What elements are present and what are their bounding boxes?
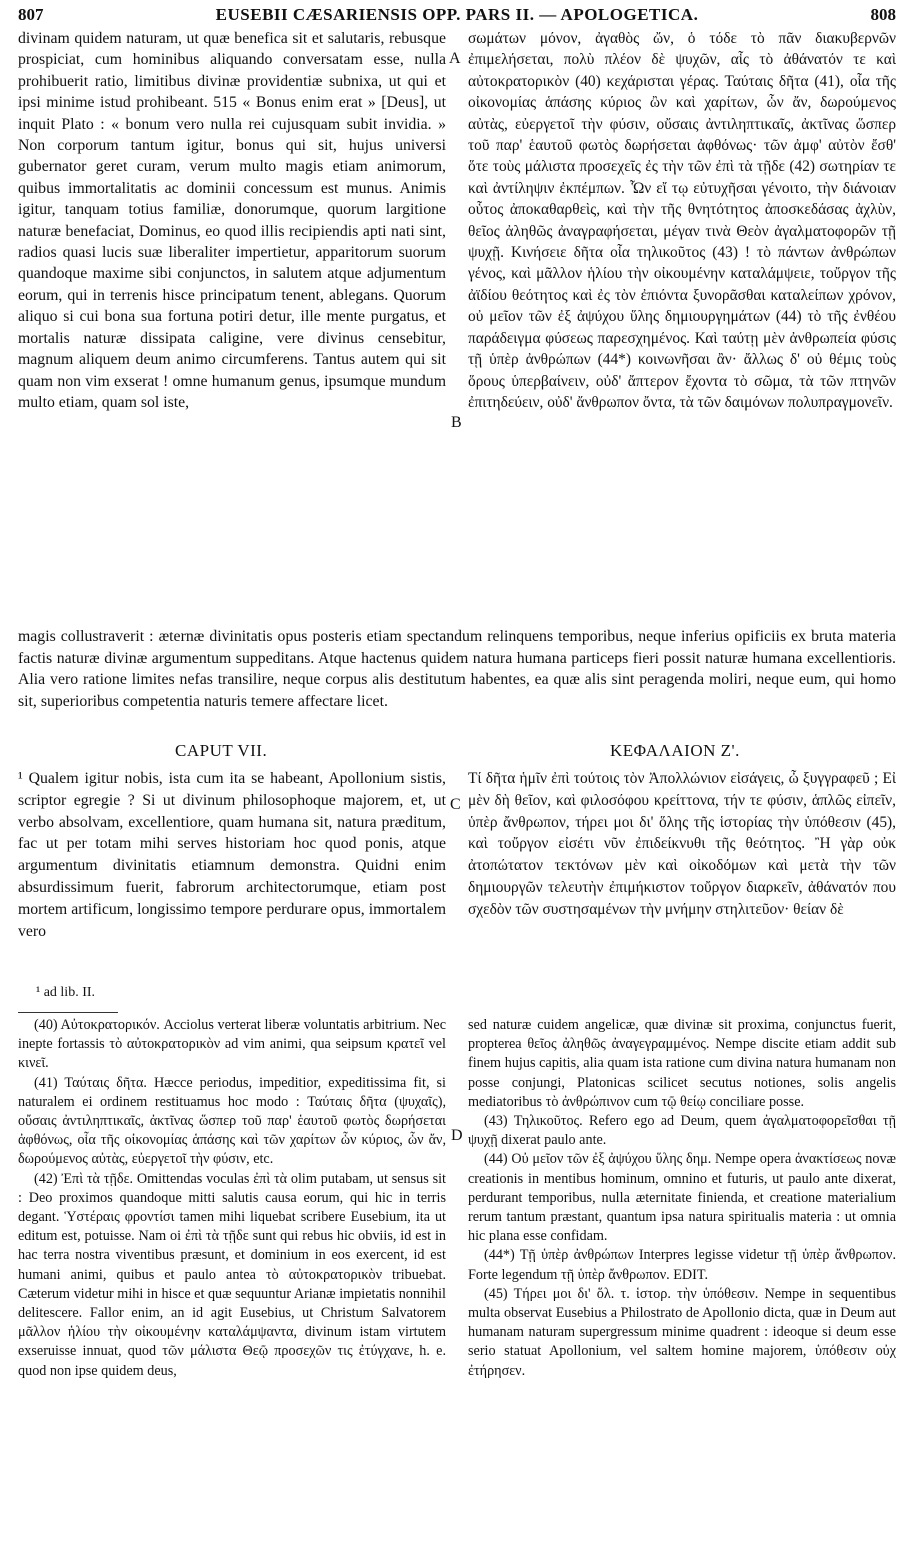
latin-full-paragraph: magis collustraverit : æternæ divinitatis opus posteris etiam spectandum relinquens temporibus, neque inferius opificiis ex bruta materia factis naturæ divinæ argumentum suppeditans. Atque hactenus quidem natura humana particeps fieri possit naturæ humana excellentioris. Alia vero ratione limites nefas transilire, neque corpus alis destitutum habentes, ea quæ alis sint peragenda moliri, neque eum, qui homo sit, superioribus competentia naturis temere affectare licet. [18,628,896,710]
latin-full-width [18,626,896,712]
running-title: EUSEBII CÆSARIENSIS OPP. PARS II. — APOLOGETICA. [215,5,699,24]
latin-column-top [18,28,446,413]
greek-column-chapter [468,768,896,921]
latin-column-chapter [18,768,446,942]
note-41: (41) Ταύταις δῆτα. Hæcce periodus, impeditior, expeditissima fit, si naturalem ei ordinem restituamus hoc modo : Ταύταις δῆτα (ψυχαῖς), οὔσαις ἀντιληπτικαῖς, ἀκτῖνας ὥσπερ τοῦ παρ' ἑαυτοῦ φωτὸς δωρήσεται ἀφθόνως, οἷα τῆς οἰκονομίας ἁπάσης καὶ τῶν χαρίτων ὧν κύριος, ὧν ἄν, δωρούμενος αὐτὰς, εὐεργετοῖ τὴν φύσιν, etc. [18,1074,446,1168]
greek-chapter-paragraph: Τί δῆτα ἡμῖν ἐπὶ τούτοις τὸν Ἀπολλώνιον εἰσάγεις, ὦ ξυγγραφεῦ ; Εἰ μὲν δὴ θεῖον, καὶ φιλοσόφου κρείττονα, τήν τε φύσιν, ἁπλῶς εἰπεῖν, ὑπὲρ ἄνθρωπον, τήρει μοι δι' ὅλης τῆς ἱστορίας τὴν ὑπόθεσιν (45), καὶ τοὔργον εἰσέτι νῦν ἐπιδείκνυθι τῆς θεότητος. Ἢ γὰρ οὐκ ἀτοπώτατον τεκτόνων μὲν καὶ οἰκοδόμων καὶ μετὰ τὴν τῶν δημιουργῶν τελευτὴν ἐπιμήκιστον τοὔργον διαρκεῖν, ἀθάνατόν που σχεδὸν τῶν συστησαμένων τὴν μνήμην στηλιτεῦον· θείαν δὲ [468,770,896,918]
note-42: (42) Ἐπὶ τὰ τῇδε. Omittendas voculas ἐπὶ τὰ olim putabam, ut sensus sit : Deo proximos quandoque mitti salutis causa eorum, qui hic in terris degant. Ὑστέραις φροντίσι tamen mihi liquebat scribere Eusebium, ita ut editum est, potuisse. Nam oi ἐπὶ τὰ τῇδε sunt qui rebus hic obviis, id est in hac terra nostra viventibus præsunt, et dominium in eos exercent, id est humani animi, quibus et paulo antea τὸ αὐτοκρατορικὸν tribuebat. Cæterum videtur mihi in hisce et quæ sequuntur Arianæ impietatis nonnihil delitescere. Fallor enim, an id agit Eusebius, ut Christum Salvatorem μᾶλλον ἡλίου τὴν οἰκουμένην καταλάμψαντα, divinum istam virtutem exseruisse innuat, quod τῶν μάλιστα Θεῷ προσεχῶν τις ἐτύγχανε, h. e. quod non ipse quidem deus, [18,1170,446,1379]
greek-column-top [468,28,896,413]
margin-letter-b: B [451,414,462,431]
note-40: (40) Αὐτοκρατορικόν. Acciolus verterat liberæ voluntatis arbitrium. Nec inepte fortassis τὸ αὐτοκρατορικὸν ad vim animi, qua seipsum κρατεῖ vel κινεῖ. [18,1017,446,1072]
chapter-heading-latin: CAPUT VII. [175,741,268,760]
note-45: (45) Τήρει μοι δι' ὅλ. τ. ἱστορ. τὴν ὑπόθεσιν. Nempe in sequentibus multa observat Eusebius a Philostrato de Apollonio dicta, quæ in Deum aut humanam naturam supergressum minime quadrent : ideoque si deum esse serio statuat Apollonium, vel saltem homine majorem, ὑπόθεσιν οὐχ ἐτήρησεν. [468,1285,896,1379]
note-42-continued: sed naturæ cuidem angelicæ, quæ divinæ sit proxima, conjunctus fuerit, propterea θεῖος ἀληθῶς ἀναγεγραμμένος. Nempe discite etiam addit sub finem hujus capitis, alia quam ista ratione cum divina natura humanam non posse conjungi, Platonicas scilicet secutus notiones, solis angelis mediatoribus τὸ ἀνθρώπινον cum τῷ θείῳ conciliare posse. [468,1017,896,1110]
chapter-heading-greek: ΚΕΦΑΛΑΙΟΝ Ζ'. [610,741,740,760]
page-number-right: 808 [870,5,896,24]
notes-right-column [468,1016,896,1381]
note-43: (43) Τηλικοῦτος. Refero ego ad Deum, quem ἀγαλματοφορεῖσθαι τῇ ψυχῇ dixerat paulo ante. [468,1113,896,1149]
note-44: (44) Οὐ μεῖον τῶν ἐξ ἀψύχου ὕλης δημ. Nempe opera ἀνακτίσεως novæ creationis in mentibus hominum, omnino et futuris, ut paulo ante dixerat, perdurant temporibus, nulla æternitate finienda, et creatione materialium rerum tantum præstant, quantum ipsa natura spiritualis materia : ut omnia hic plana esse confidam. [468,1151,896,1245]
notes-left-column [18,1016,446,1381]
margin-letter-d: D [451,1127,463,1144]
latin-paragraph: divinam quidem naturam, ut quæ benefica sit et salutaris, rebusque prospiciat, cum hominibus aliquando conversatam esse, nulla prohibuerit ratio, limitibus divinæ providentiæ subnixa, ut qui et ipsi minime istud prohibeant. 515 « Bonus enim erat » [Deus], ut inquit Plato : « bonum vero nulla rei cujusquam subit invidia. » Non corporum tantum igitur, bonus qui sit, hujus universi gubernator geret curam, verum multo magis etiam animorum, quibus immortalitatis ac dominii concessum est munus. Animis igitur, tanquam totius familiæ, donorumque, quorum largitione naturæ benefaciat, Dominus, eo quod illis recipiendis apti nati sint, radios quasi lucis suæ liberaliter impertietur, apparitorum suorum quandoque maxime sibi conjunctos, in salutem atque adjumentum eorum, qui in terrenis hisce principatum tenent, ablegans. Quorum aliquo si cui bona sua fortuna potiri detur, ille mente purgatus, et mortalis naturæ dissipata caligine, vere divinus censebitur, magnum aliquem deum animo circumferens. Tantus autem qui sit quam non vim exserat ! omne humanum genus, ipsumque mundum multo etiam, quam sol iste, [18,30,446,411]
margin-letter-a: A [449,50,461,67]
page-header [18,0,896,30]
footnote-reference: ¹ ad lib. II. [36,985,96,1000]
note-44-star: (44*) Τῇ ὑπὲρ ἀνθρώπων Interpres legisse videtur τῇ ὑπὲρ ἄνθρωπον. Forte legendum τῇ ὑπὲρ ἄνθρωπον. EDIT. [468,1247,896,1283]
margin-letter-c: C [450,796,461,813]
greek-paragraph: σωμάτων μόνον, ἀγαθὸς ὤν, ὁ τόδε τὸ πᾶν διακυβερνῶν ἐπιμελήσεται, πολὺ πλέον δὲ ψυχῶν, αἷς τὸ ἀθάνατόν τε καὶ αὐτοκρατορικὸν (40) κεχάρισται γέρας. Ταύταις δῆτα (41), οἷα τῆς οἰκονομίας ἁπάσης κύριος ὢν καὶ χαρίτων, ὧν ἄν, δωρούμενος αὐτὰς, εὐεργετοῖ τὴν φύσιν, οὔσαις ἀντιληπτικαῖς, ἀκτῖνας ὥσπερ τοῦ παρ' ἑαυτοῦ φωτὸς δωρήσεται ἀφθόνως· τῶν ἀμφ' αὐτὸν ἔσθ' ὅτε τοὺς μάλιστα προσεχεῖς ἐς τὴν τῶν ἐπὶ τὰ τῇδε (42) σωτηρίαν τε καὶ ἀντίληψιν ἐκπέμπων. Ὧν εἴ τῳ εὐτυχῆσαι γένοιτο, τὴν διάνοιαν οὗτος ἀποκαθαρθεὶς, καὶ τὴν τῆς θνητότητος ἀποσκεδάσας ἀχλὺν, θεῖος ἀληθῶς ἀναγραφήσεται, μέγαν τινὰ Θεὸν ἀγαλματοφορῶν τῇ ψυχῇ. Κινήσειε δῆτα οἷα τηλικοῦτος (43) ! τὸ πάντων ἀνθρώπων γένος, καὶ μᾶλλον ἡλίου τὴν οἰκουμένην καταλάμψειε, τοὔργον τῆς ἀϊδίου θεότητος καὶ ἐς τὸν ἐπιόντα ξυνορᾶσθαι καταλείπων χρόνον, οὐ μεῖον τῶν ἐξ ἀψύχου ὕλης δημιουργημάτων (44) τὸ τῆς ἐνθέου παράδειγμα φύσεως παρεσχημένος. Καὶ ταύτῃ μὲν ἀνθρωπεία φύσις τῇ ὑπὲρ ἀνθρώπων (44*) κοινωνῆσαι ἂν· ἄλλως δ' οὐ θέμις τοὺς ὅρους ὑπερβαίνειν, οὐδ' ἄπτερον ἔχοντα τὸ σῶμα, τὰ τῶν πτηνῶν ἐπιτηδεύειν, οὐδ' ἄνθρωπον ὄντα, τὰ τῶν δαιμόνων πολυπραγμονεῖν. [468,30,896,411]
page-number-left: 807 [18,5,44,24]
notes-divider [18,1012,118,1013]
latin-chapter-paragraph: ¹ Qualem igitur nobis, ista cum ita se habeant, Apollonium sistis, scriptor egregie ? Si ut divinum philosophoque majorem, et, ut verbo absolvam, excellentiore, quam humana sit, natura præditum, fac ut per totam mihi serves historiam hoc quod ponis, atque argumentum divinitatis etiamnum demonstra. Quidni enim absurdissimum fuerit, fabrorum architectorumque, etiam post mortem artificum, longissimo tempore perdurare opus, immortalem vero [18,770,446,940]
